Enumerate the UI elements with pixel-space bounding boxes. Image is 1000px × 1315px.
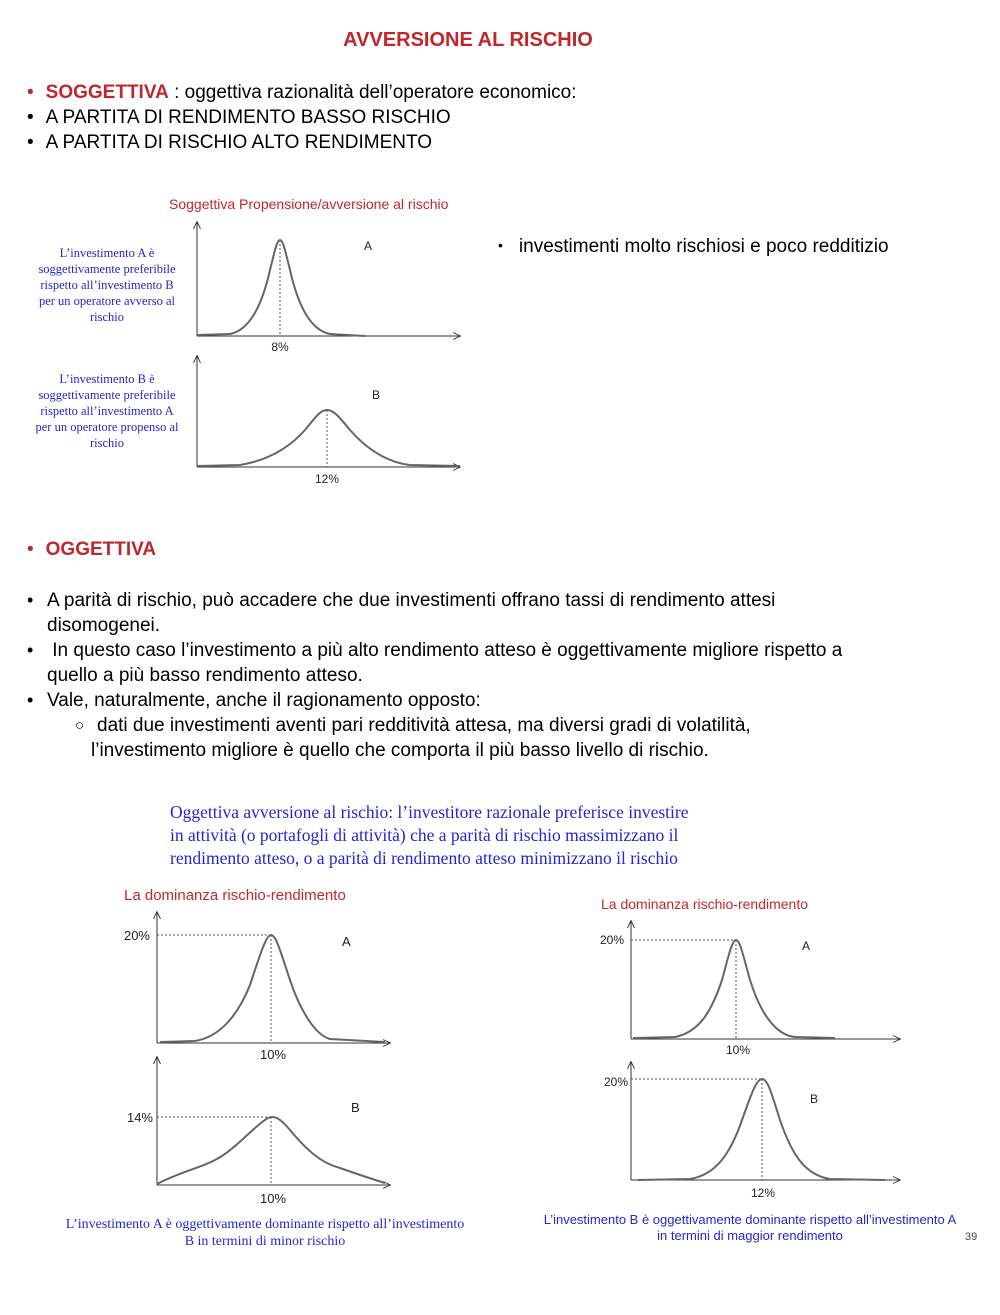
soggettiva-description: : oggettiva razionalità dell’operatore economico: (168, 82, 577, 103)
bullet-icon: • (27, 82, 34, 103)
paragraph-line: l’investimento migliore è quello che comporta il più basso livello di rischio. (91, 740, 709, 761)
caption-line: in termini di maggior rendimento (657, 1228, 843, 1243)
side-note-text: investimenti molto rischiosi e poco redditizio (518, 236, 889, 257)
bullet-icon: • (27, 690, 34, 710)
note-line: per un operatore propenso al (35, 420, 179, 434)
fig1-chart-a (197, 222, 460, 354)
fig3-chart-b (604, 1062, 900, 1200)
paragraph-line: Vale, naturalmente, anche il ragionamento opposto: (47, 690, 481, 711)
x-tick-label: 10% (259, 1191, 287, 1206)
figure3-caption (530, 1212, 970, 1241)
series-label-b: B (810, 1092, 819, 1106)
quote-line: Oggettiva avversione al rischio: l’investitore razionale preferisce investire (170, 802, 689, 822)
paragraph-line: In questo caso l’investimento a più alto rendimento atteso è oggettivamente migliore rispetto a (47, 640, 843, 661)
note-line: L’investimento B è (59, 372, 155, 386)
note-line: soggettivamente preferibile (38, 262, 176, 276)
figure1-title: Soggettiva Propensione/avversione al rischio (169, 196, 449, 212)
bullet-icon: • (27, 132, 34, 153)
distribution-curve-a (197, 240, 365, 336)
caption-line: B in termini di minor rischio (184, 1234, 346, 1249)
series-label-b: B (372, 388, 381, 402)
circle-bullet-icon: ○ (75, 717, 85, 734)
series-label-a: A (342, 934, 351, 949)
y-tick-label: 20% (123, 928, 150, 943)
figure3-title: La dominanza rischio-rendimento (601, 896, 808, 912)
y-tick-label: 20% (599, 933, 624, 947)
series-label-a: A (802, 939, 811, 953)
oggettiva-heading: OGGETTIVA (45, 539, 157, 560)
bullet-icon: • (27, 539, 34, 560)
note-line: soggettivamente preferibile (38, 388, 176, 402)
x-tick-label: 8% (271, 340, 289, 354)
x-tick-label: 12% (750, 1186, 776, 1200)
bullet-icon: • (27, 107, 34, 128)
paragraph-line: quello a più basso rendimento atteso. (47, 665, 363, 686)
soggettiva-item-text: A PARTITA DI RISCHIO ALTO RENDIMENTO (45, 132, 433, 153)
x-tick-label: 10% (725, 1043, 751, 1057)
fig1-chart-b (197, 356, 460, 486)
quote-line: in attività (o portafogli di attività) che a parità di rischio massimizzano il (170, 825, 679, 845)
page-number: 39 (965, 1231, 978, 1243)
fig3-chart-a (600, 921, 900, 1057)
paragraph (27, 688, 987, 713)
paragraph (27, 638, 987, 688)
bullet-icon: • (27, 640, 34, 660)
x-tick-label: 12% (314, 472, 340, 486)
quote-line: rendimento atteso, o a parità di rendimento atteso minimizzano il rischio (170, 848, 678, 868)
series-label-a: A (364, 239, 373, 253)
y-tick-label: 14% (126, 1110, 153, 1125)
bullet-icon: • (27, 590, 34, 610)
figure2-caption (40, 1216, 490, 1250)
distribution-curve-a (633, 940, 835, 1038)
distribution-curve-a (160, 935, 385, 1042)
oggettiva-paragraphs (27, 588, 987, 763)
bullet-icon: • (498, 237, 503, 253)
note-line: rispetto all’investimento B (40, 278, 174, 292)
note-line: rischio (89, 436, 125, 450)
note-line: per un operatore avverso al (38, 294, 176, 308)
series-label-b: B (351, 1100, 360, 1115)
note-line: rischio (89, 310, 125, 324)
fig2-chart-b (127, 1057, 390, 1206)
y-tick-label: 20% (603, 1075, 628, 1089)
fig2-chart-a (124, 912, 390, 1062)
caption-line: L’investimento B è oggettivamente dominante rispetto all’investimento A (543, 1212, 957, 1227)
paragraph-line: disomogenei. (47, 615, 161, 636)
note-line: L’investimento A è (59, 246, 155, 260)
figure2-title: La dominanza rischio-rendimento (124, 887, 346, 904)
soggettiva-item-text: A PARTITA DI RENDIMENTO BASSO RISCHIO (45, 107, 451, 128)
page-title: AVVERSIONE AL RISCHIO (343, 29, 593, 51)
oggettiva-line (27, 537, 156, 562)
x-tick-label: 10% (259, 1047, 287, 1062)
caption-line: L’investimento A è oggettivamente dominante rispetto all’investimento (65, 1217, 465, 1232)
note-line: rispetto all’investimento A (40, 404, 174, 418)
sub-paragraph (27, 713, 987, 763)
paragraph-line: A parità di rischio, può accadere che due investimenti offrano tassi di rendimento attesi (47, 590, 776, 611)
paragraph-line: dati due investimenti aventi pari redditività attesa, ma diversi gradi di volatilità, (97, 715, 751, 736)
objective-aversion-quote (170, 801, 688, 870)
soggettiva-heading: SOGGETTIVA (45, 82, 169, 103)
distribution-curve-b (197, 410, 460, 466)
paragraph (27, 588, 987, 638)
